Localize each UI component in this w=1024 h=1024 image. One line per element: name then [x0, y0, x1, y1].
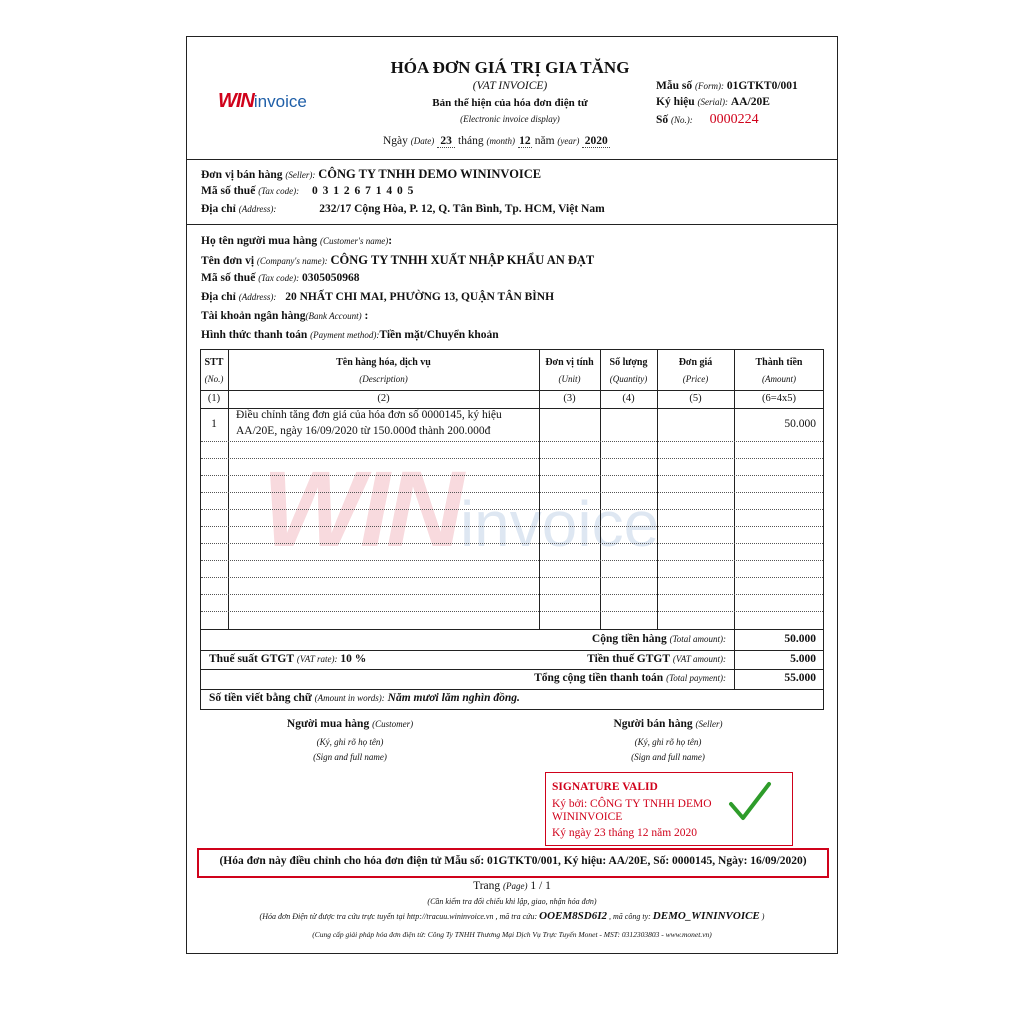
seller-signature-note: (Ký, ghi rõ họ tên) — [634, 737, 702, 747]
buyer-company: Tên đơn vị (Company's name): CÔNG TY TNHH XUẤT NHẬP KHẨU AN ĐẠT — [201, 253, 595, 267]
row-amount: 50.000 — [784, 418, 816, 430]
buyer-address: Địa chỉ (Address): 20 NHẤT CHI MAI, PHƯỜNG 13, QUẬN TÂN BÌNH — [201, 291, 555, 303]
brand-logo: WINinvoice — [218, 90, 307, 112]
invoice-number: Số (No.): 0000224 — [656, 112, 759, 127]
form-number: Mẫu số (Form): 01GTKT0/001 — [656, 80, 798, 92]
header-unit: Đơn vị tính — [545, 357, 594, 368]
divider — [187, 159, 837, 160]
check-note: (Cần kiểm tra đối chiếu khi lập, giao, nhận hóa đơn) — [427, 897, 597, 906]
header-description: Tên hàng hóa, dịch vụ — [336, 357, 431, 368]
header-quantity: Số lượng — [609, 357, 648, 368]
display-title-en: (Electronic invoice display) — [460, 114, 560, 124]
display-title: Bản thể hiện của hóa đơn điện tử — [432, 97, 588, 109]
amount-in-words: Số tiền viết bằng chữ (Amount in words): Năm mươi lăm nghìn đồng. — [209, 692, 520, 704]
row-description-line2: AA/20E, ngày 16/09/2020 từ 150.000đ thành 200.000đ — [236, 425, 491, 437]
header-amount-num: (6=4x5) — [762, 393, 796, 404]
invoice-subtitle: (VAT INVOICE) — [472, 80, 548, 92]
buyer-signature-note: (Ký, ghi rõ họ tên) — [316, 737, 384, 747]
total-payment: 55.000 — [784, 672, 816, 684]
signature-signed-by-cont: WININVOICE — [552, 811, 623, 823]
buyer-payment-method: Hình thức thanh toán (Payment method):Tiền mặt/Chuyển khoản — [201, 329, 499, 341]
watermark-logo: WINinvoice — [262, 448, 660, 569]
vat-amount: 5.000 — [790, 653, 816, 665]
header-no-en: (No.) — [204, 374, 224, 384]
buyer-tax-code: Mã số thuế (Tax code): 0305050968 — [201, 272, 360, 284]
seller-tax-code: Mã số thuế (Tax code): 0 3 1 2 6 7 1 4 0 5 — [201, 185, 415, 197]
header-price-en: (Price) — [682, 374, 709, 384]
signature-signed-date: Ký ngày 23 tháng 12 năm 2020 — [552, 827, 698, 839]
header-description-num: (2) — [377, 393, 390, 404]
header-amount-en: (Amount) — [762, 374, 796, 384]
vat-amount-label: Tiền thuế GTGT (VAT amount): — [587, 653, 726, 665]
items-table — [200, 349, 824, 630]
lookup-note: (Hóa đơn Điện tử được tra cứu trực tuyến tại http://tracuu.wininvoice.vn , mã tra cứu: OOEM8SD6I2 , mã công ty: DEMO_WININVOICE ) — [259, 910, 765, 922]
seller-address: Địa chỉ (Address): 232/17 Cộng Hòa, P. 12, Q. Tân Bình, Tp. HCM, Việt Nam — [201, 203, 605, 215]
header-price: Đơn giá — [678, 357, 713, 368]
vat-rate: Thuế suất GTGT (VAT rate): 10 % — [209, 653, 367, 665]
signature-signed-by: Ký bởi: CÔNG TY TNHH DEMO — [552, 798, 712, 810]
divider — [187, 224, 837, 225]
serial-number: Ký hiệu (Serial): AA/20E — [656, 96, 770, 108]
page-number: Trang (Page) 1 / 1 — [473, 880, 551, 892]
buyer-bank-account: Tài khoản ngân hàng(Bank Account) : — [201, 310, 369, 322]
adjustment-note: (Hóa đơn này điều chỉnh cho hóa đơn điện tử Mẫu số: 01GTKT0/001, Ký hiệu: AA/20E, Số: 0000145, Ngày: 16/09/2020) — [219, 855, 807, 867]
header-unit-en: (Unit) — [558, 374, 581, 384]
buyer-signature-label: Người mua hàng (Customer) — [286, 718, 414, 730]
signature-valid-title: SIGNATURE VALID — [552, 781, 658, 793]
total-amount-label: Cộng tiền hàng (Total amount): — [591, 633, 726, 645]
header-amount: Thành tiền — [755, 357, 803, 368]
seller-name: Đơn vị bán hàng (Seller): CÔNG TY TNHH DEMO WININVOICE — [201, 167, 542, 181]
header-quantity-num: (4) — [622, 393, 635, 404]
checkmark-icon — [728, 780, 772, 824]
buyer-signature-note-en: (Sign and full name) — [313, 752, 387, 762]
header-price-num: (5) — [689, 393, 702, 404]
header-no: STT — [204, 357, 224, 368]
provider-note: (Cung cấp giải pháp hóa đơn điện tử: Công Ty TNHH Thương Mại Dịch Vụ Trực Tuyến Monet - MST: 0312303803 - www.monet.vn) — [312, 930, 712, 939]
total-payment-label: Tổng cộng tiền thanh toán (Total payment): — [534, 672, 726, 684]
header-quantity-en: (Quantity) — [609, 374, 648, 384]
total-amount: 50.000 — [784, 633, 816, 645]
invoice-title: HÓA ĐƠN GIÁ TRỊ GIA TĂNG — [390, 58, 630, 77]
seller-signature-note-en: (Sign and full name) — [631, 752, 705, 762]
header-description-en: (Description) — [359, 374, 408, 384]
row-description-line1: Điều chỉnh tăng đơn giá của hóa đơn số 0000145, ký hiệu — [236, 409, 502, 421]
buyer-customer: Họ tên người mua hàng (Customer's name): — [201, 235, 393, 247]
header-no-num: (1) — [207, 393, 221, 404]
seller-signature-label: Người bán hàng (Seller) — [613, 718, 723, 730]
invoice-date: Ngày (Date) 23 tháng (month) 12 năm (year) 2020 — [383, 135, 610, 148]
row-no: 1 — [211, 418, 217, 430]
header-unit-num: (3) — [563, 393, 576, 404]
